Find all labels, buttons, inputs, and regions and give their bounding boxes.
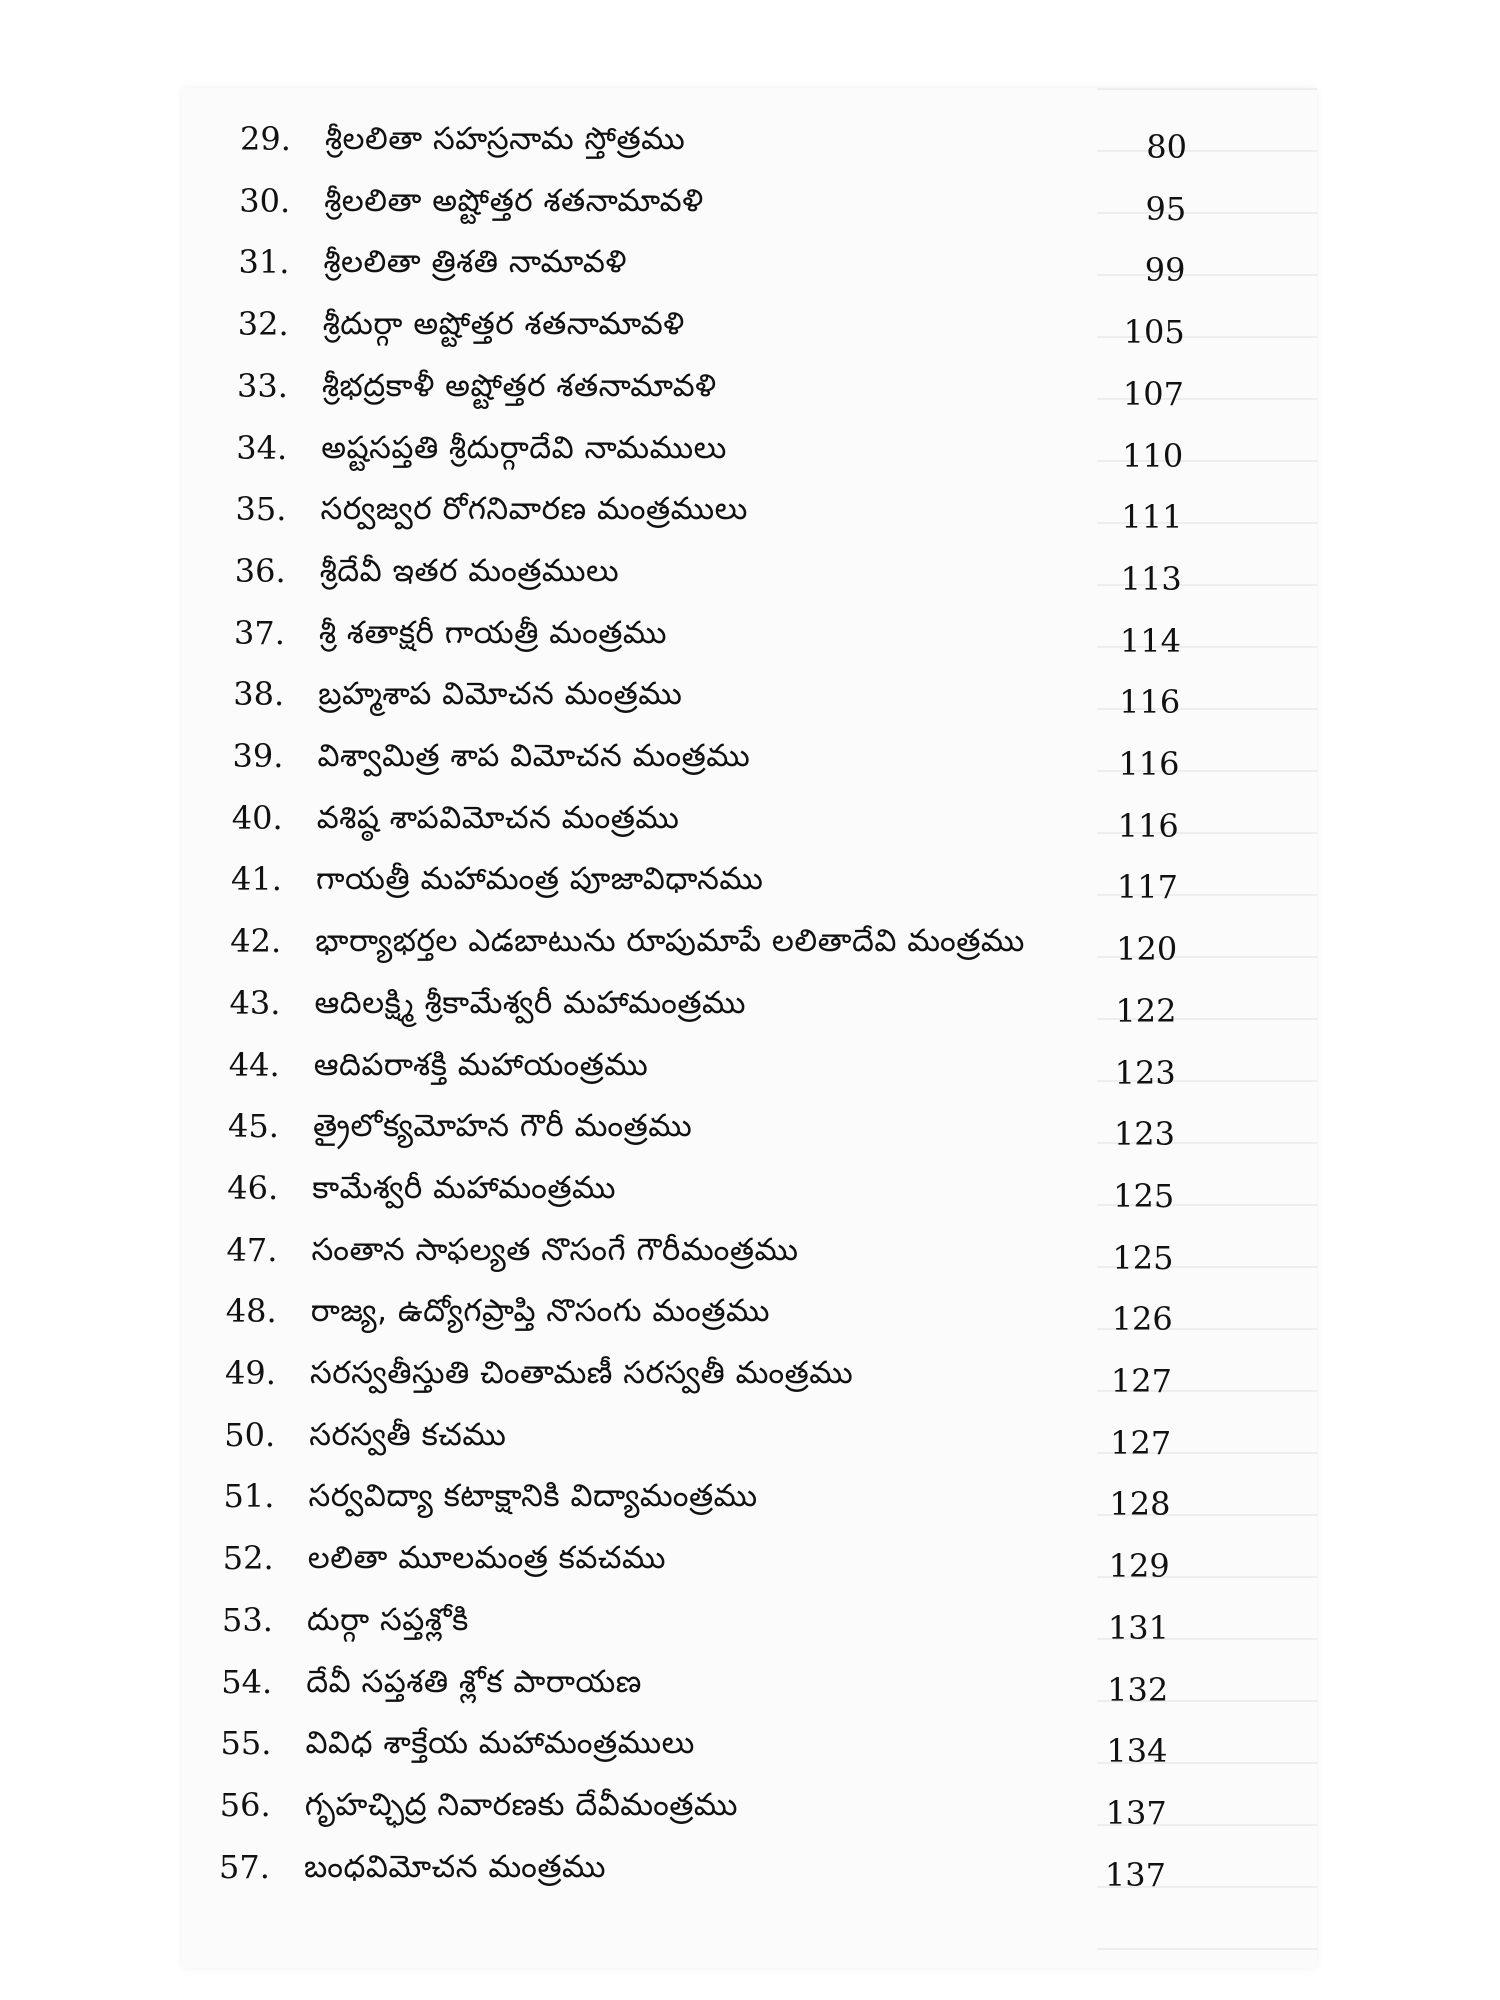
entry-number: 32. <box>237 305 289 344</box>
entry-title: శ్రీదుర్గా అష్టోత్తర శతనామావళి <box>322 306 685 343</box>
entry-page-number: 113 <box>1120 559 1182 598</box>
toc-entry <box>182 1712 1317 1774</box>
entry-title: ఆదిపరాశక్తి మహాయంత్రము <box>313 1046 649 1083</box>
toc-entry <box>182 1589 1317 1651</box>
book-page <box>182 88 1317 1968</box>
entry-page-number: 127 <box>1110 1362 1172 1400</box>
entry-page-number: 117 <box>1116 868 1178 907</box>
toc-entry <box>182 1219 1317 1281</box>
toc-entry <box>182 478 1317 540</box>
entry-page-number: 114 <box>1119 621 1181 660</box>
entry-number: 29. <box>240 120 291 158</box>
entry-title: గాయత్రీ మహామంత్ర పూజావిధానము <box>316 861 764 898</box>
toc-entry <box>182 231 1317 293</box>
entry-number: 40. <box>231 798 283 837</box>
entry-title: సంతాన సాఫల్యత నొసంగే గౌరీమంత్రము <box>311 1231 799 1268</box>
entry-title: విశ్వామిత్ర శాప విమోచన మంత్రము <box>317 738 751 774</box>
toc-entry <box>182 663 1317 725</box>
entry-title: సరస్వతీస్తుతి చింతామణీ సరస్వతీ మంత్రము <box>310 1355 854 1391</box>
toc-entry <box>182 355 1317 417</box>
entry-number: 53. <box>222 1600 273 1639</box>
entry-title: సర్వవిద్యా కటాక్షానికి విద్యామంత్రము <box>308 1478 758 1515</box>
entry-page-number: 111 <box>1121 498 1183 537</box>
entry-page-number: 132 <box>1107 1670 1169 1709</box>
entry-title: సర్వజ్వర రోగనివారణ మంత్రములు <box>320 491 748 528</box>
entry-title: శ్రీభద్రకాళీ అష్టోత్తర శతనామావళి <box>322 367 717 404</box>
entry-number: 50. <box>224 1415 276 1454</box>
entry-title: దుర్గా సప్తశ్లోకి <box>307 1601 469 1638</box>
entry-number: 51. <box>223 1477 275 1516</box>
toc-entry <box>182 1774 1317 1836</box>
entry-page-number: 129 <box>1108 1547 1170 1586</box>
toc-entry <box>182 170 1317 232</box>
toc-entry <box>182 602 1317 664</box>
entry-title: త్రైలోక్యమోహన గౌరీ మంత్రము <box>313 1108 693 1145</box>
entry-page-number: 123 <box>1114 1053 1176 1092</box>
entry-number: 49. <box>225 1354 276 1392</box>
toc-entry <box>182 293 1317 355</box>
entry-title: గృహచ్ఛిద్ర నివారణకు దేవీమంత్రము <box>304 1786 738 1823</box>
toc-entry <box>182 1280 1317 1342</box>
entry-page-number: 128 <box>1109 1485 1171 1524</box>
toc-entry <box>182 417 1317 479</box>
entry-title: వివిధ శాక్తేయ మహామంత్రములు <box>305 1725 695 1762</box>
entry-page-number: 107 <box>1122 374 1184 413</box>
entry-page-number: 105 <box>1123 313 1185 352</box>
entry-number: 38. <box>233 675 285 714</box>
toc-entry <box>182 1034 1317 1096</box>
entry-page-number: 125 <box>1113 1176 1175 1215</box>
toc-entry <box>182 1465 1317 1527</box>
entry-page-number: 123 <box>1113 1115 1175 1154</box>
entry-title: వశిష్ఠ శాపవిమోచన మంత్రము <box>316 799 680 836</box>
entry-title: బంధవిమోచన మంత్రము <box>304 1848 606 1885</box>
entry-number: 55. <box>220 1724 272 1763</box>
entry-page-number: 99 <box>1144 251 1186 290</box>
entry-number: 37. <box>234 613 285 652</box>
entry-title: రాజ్య, ఉద్యోగప్రాప్తి నొసంగు మంత్రము <box>310 1293 771 1330</box>
entry-page-number: 80 <box>1146 128 1187 166</box>
entry-title: భార్యాభర్తల ఎడబాటును రూపుమాపే లలితాదేవి మంత్రము <box>315 923 1025 960</box>
entry-page-number: 110 <box>1122 436 1184 475</box>
entry-number: 34. <box>236 428 288 467</box>
entry-number: 43. <box>229 983 281 1022</box>
entry-page-number: 137 <box>1104 1855 1166 1894</box>
entry-title: శ్రీలలితా త్రిశతి నామావళి <box>323 244 627 281</box>
entry-page-number: 95 <box>1145 189 1187 228</box>
entry-number: 44. <box>228 1045 280 1084</box>
toc-entry <box>182 1404 1317 1466</box>
entry-page-number: 126 <box>1111 1300 1173 1339</box>
toc-entry <box>182 1342 1317 1404</box>
entry-number: 36. <box>234 551 286 590</box>
entry-number: 47. <box>226 1230 278 1269</box>
entry-page-number: 116 <box>1117 806 1179 845</box>
toc-entry <box>182 1095 1317 1157</box>
toc-entry <box>182 108 1317 170</box>
toc-entry <box>182 1527 1317 1589</box>
toc-entry <box>182 1157 1317 1219</box>
entry-number: 33. <box>237 366 288 405</box>
entry-title: శ్రీదేవీ ఇతర మంత్రములు <box>319 552 620 589</box>
entry-title: బ్రహ్మశాప విమోచన మంత్రము <box>318 676 683 713</box>
entry-page-number: 116 <box>1118 745 1180 783</box>
entry-number: 52. <box>222 1539 274 1578</box>
entry-page-number: 120 <box>1116 930 1178 969</box>
toc-entry <box>182 1651 1317 1713</box>
entry-title: దేవీ సప్తశతి శ్లోక పారాయణ <box>306 1663 642 1700</box>
entry-title: లలితా మూలమంత్ర కవచము <box>307 1540 666 1577</box>
entry-number: 48. <box>225 1292 277 1331</box>
entry-title: శ్రీ శతాక్షరీ గాయత్రీ మంత్రము <box>319 614 667 651</box>
entry-title: కామేశ్వరీ మహామంత్రము <box>312 1169 617 1206</box>
toc-entry <box>182 540 1317 602</box>
entry-title: ఆదిలక్ష్మి శ్రీకామేశ్వరీ మహామంత్రము <box>314 984 746 1021</box>
toc-entry <box>182 972 1317 1034</box>
toc-entry <box>182 910 1317 972</box>
entry-page-number: 116 <box>1119 683 1181 722</box>
toc-entry <box>182 848 1317 910</box>
entry-number: 57. <box>219 1847 270 1886</box>
entry-number: 31. <box>238 243 290 282</box>
entry-page-number: 122 <box>1115 991 1177 1030</box>
entry-title: శ్రీలలితా అష్టోత్తర శతనామావళి <box>324 182 704 219</box>
entry-page-number: 134 <box>1106 1732 1168 1771</box>
entry-number: 54. <box>221 1662 273 1701</box>
entry-title: సరస్వతీ కచము <box>309 1416 507 1453</box>
entry-number: 56. <box>219 1785 271 1824</box>
entry-number: 30. <box>239 181 291 220</box>
toc-entry <box>182 787 1317 849</box>
entry-number: 42. <box>230 922 282 961</box>
entry-page-number: 131 <box>1107 1608 1169 1647</box>
entry-number: 39. <box>232 737 284 775</box>
entry-page-number: 125 <box>1112 1238 1174 1277</box>
entry-number: 35. <box>235 490 287 529</box>
entry-page-number: 127 <box>1110 1423 1172 1462</box>
entry-page-number: 137 <box>1105 1793 1167 1832</box>
entry-number: 45. <box>228 1107 279 1146</box>
entry-title: శ్రీలలితా సహస్రనామ స్తోత్రము <box>325 121 686 157</box>
entry-number: 46. <box>227 1168 279 1207</box>
toc-entry <box>182 1836 1317 1898</box>
entry-title: అష్టసప్తతి శ్రీదుర్గాదేవి నామములు <box>321 429 727 466</box>
table-of-contents <box>182 88 1317 1968</box>
entry-number: 41. <box>231 860 282 899</box>
toc-entry <box>182 725 1317 787</box>
